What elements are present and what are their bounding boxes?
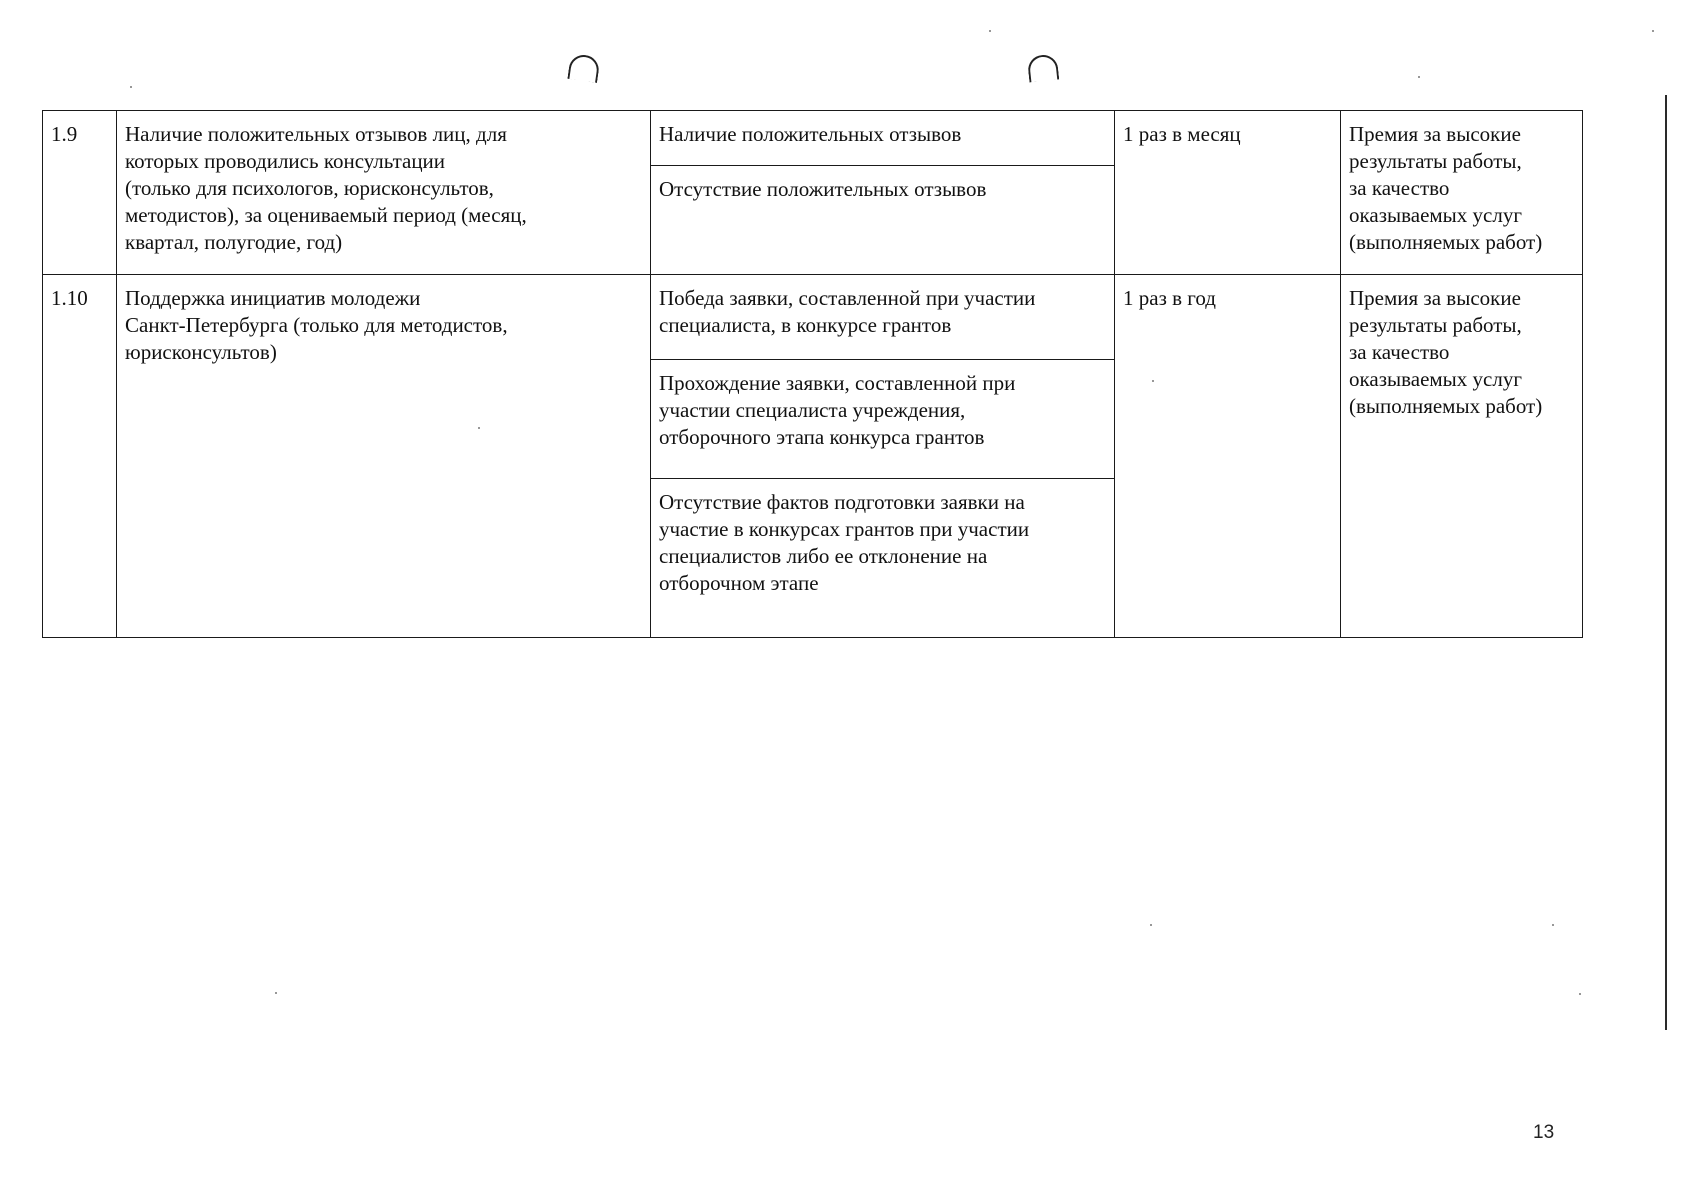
criterion-item <box>651 360 1114 479</box>
criterion-item <box>651 275 1114 360</box>
indicator-name-line: Санкт-Петербурга (только для методистов, <box>125 313 508 337</box>
payment-type <box>1341 275 1582 426</box>
payment-type-line: (выполняемых работ) <box>1349 394 1543 418</box>
criterion-line: специалиста, в конкурсе грантов <box>659 313 952 337</box>
indicator-name-line: методистов), за оцениваемый период (месяц, <box>125 203 527 227</box>
indicator-name-line: (только для психологов, юрисконсультов, <box>125 176 494 200</box>
payment-type-line: за качество <box>1349 176 1450 200</box>
scan-speck <box>1652 30 1654 32</box>
criterion-item <box>651 479 1114 637</box>
payment-type-line: за качество <box>1349 340 1450 364</box>
payment-type-line: (выполняемых работ) <box>1349 230 1543 254</box>
payment-type <box>1341 111 1582 262</box>
payment-type-line: оказываемых услуг <box>1349 367 1522 391</box>
payment-type-line: результаты работы, <box>1349 149 1522 173</box>
scan-page-edge <box>1665 95 1667 1030</box>
row-number-cell <box>43 275 117 638</box>
scan-speck <box>130 86 132 88</box>
page-number: 13 <box>1533 1122 1555 1143</box>
frequency-cell <box>1115 275 1341 638</box>
scan-speck <box>275 992 277 994</box>
payment-type-cell <box>1341 275 1583 638</box>
criterion-item <box>651 111 1114 166</box>
indicator-name-cell <box>117 275 651 638</box>
bonus-criteria-table <box>42 110 1583 638</box>
scan-speck <box>989 30 991 32</box>
frequency-text: 1 раз в месяц <box>1123 122 1241 146</box>
criterion-line: Наличие положительных отзывов <box>659 122 962 146</box>
criterion-line: специалистов либо ее отклонение на <box>659 544 988 568</box>
row-number: 1.10 <box>51 286 88 310</box>
punch-hole-mark-left <box>567 53 600 83</box>
criteria-list <box>651 111 1114 274</box>
punch-hole-mark-right <box>1027 54 1060 83</box>
criterion-line: Отсутствие фактов подготовки заявки на <box>659 490 1025 514</box>
indicator-name <box>117 275 650 372</box>
table-row <box>43 111 1583 275</box>
criterion-line: отборочного этапа конкурса грантов <box>659 425 985 449</box>
indicator-name-line: квартал, полугодие, год) <box>125 230 343 254</box>
indicator-name <box>117 111 650 262</box>
criteria-list <box>651 275 1114 637</box>
scan-speck <box>1552 924 1554 926</box>
criterion-line: участии специалиста учреждения, <box>659 398 966 422</box>
criterion-item <box>651 166 1114 274</box>
payment-type-cell <box>1341 111 1583 275</box>
table-row <box>43 275 1583 638</box>
indicator-name-line: юрисконсультов) <box>125 340 277 364</box>
criteria-cell <box>651 111 1115 275</box>
criteria-cell <box>651 275 1115 638</box>
indicator-name-cell <box>117 111 651 275</box>
payment-type-line: Премия за высокие <box>1349 286 1521 310</box>
criterion-line: Победа заявки, составленной при участии <box>659 286 1036 310</box>
criterion-line: участие в конкурсах грантов при участии <box>659 517 1030 541</box>
criterion-line: Прохождение заявки, составленной при <box>659 371 1016 395</box>
payment-type-line: Премия за высокие <box>1349 122 1521 146</box>
payment-type-line: результаты работы, <box>1349 313 1522 337</box>
criterion-line: отборочном этапе <box>659 571 819 595</box>
row-number-cell <box>43 111 117 275</box>
criterion-line: Отсутствие положительных отзывов <box>659 177 987 201</box>
frequency-text: 1 раз в год <box>1123 286 1216 310</box>
row-number: 1.9 <box>51 122 78 146</box>
scan-speck <box>1150 924 1152 926</box>
indicator-name-line: которых проводились консультации <box>125 149 446 173</box>
payment-type-line: оказываемых услуг <box>1349 203 1522 227</box>
frequency-cell <box>1115 111 1341 275</box>
indicator-name-line: Поддержка инициатив молодежи <box>125 286 421 310</box>
scan-speck <box>1579 993 1581 995</box>
scan-speck <box>1418 76 1420 78</box>
indicator-name-line: Наличие положительных отзывов лиц, для <box>125 122 507 146</box>
